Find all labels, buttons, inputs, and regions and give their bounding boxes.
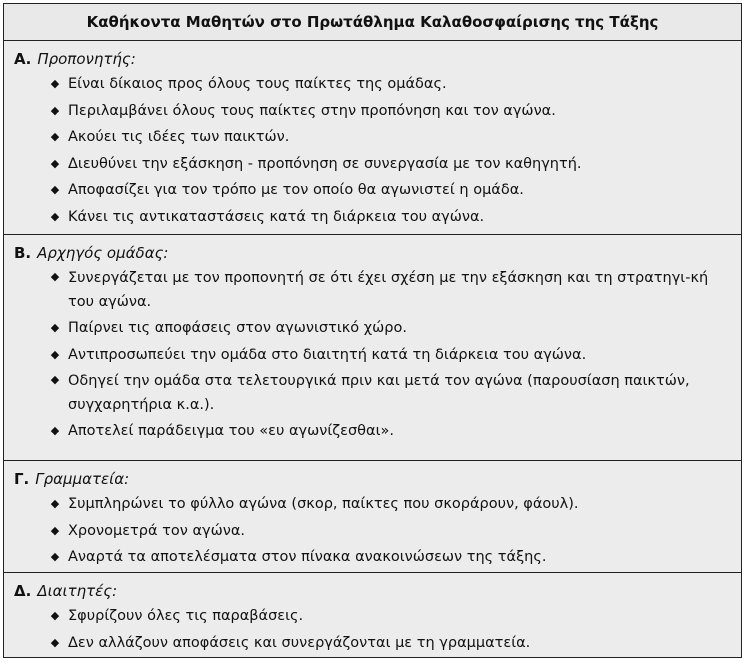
diamond-bullet-icon: ◆ bbox=[50, 347, 60, 361]
diamond-bullet-icon: ◆ bbox=[50, 609, 60, 622]
item-text: Σφυρίζουν όλες τις παραβάσεις. bbox=[68, 608, 304, 624]
section-coach bbox=[4, 41, 741, 234]
list-item bbox=[48, 342, 731, 369]
section-heading bbox=[14, 467, 731, 491]
item-text: Χρονομετρά τον αγώνα. bbox=[68, 522, 246, 539]
item-text: Αποτελεί παράδειγμα του «ευ αγωνίζεσθαι». bbox=[68, 423, 394, 439]
section-name: Προπονητής: bbox=[37, 50, 136, 68]
list-item bbox=[48, 418, 731, 445]
diamond-bullet-icon: ◆ bbox=[50, 77, 60, 90]
section-team-captain bbox=[4, 234, 741, 460]
diamond-bullet-icon: ◆ bbox=[50, 130, 60, 143]
section-name: Αρχηγός ομάδας: bbox=[37, 244, 169, 262]
diamond-bullet-icon: ◆ bbox=[50, 156, 60, 170]
diamond-bullet-icon: ◆ bbox=[50, 321, 60, 334]
duty-list bbox=[14, 603, 731, 656]
item-text: Διευθύνει την εξάσκηση - προπόνηση σε συνεργασία με τον καθηγητή. bbox=[68, 155, 582, 172]
list-item bbox=[48, 71, 731, 98]
list-item bbox=[48, 491, 731, 518]
section-heading bbox=[14, 241, 731, 265]
diamond-bullet-icon: ◆ bbox=[50, 523, 60, 537]
diamond-bullet-icon: ◆ bbox=[50, 209, 60, 223]
list-item bbox=[48, 518, 731, 545]
section-name: Διαιτητές: bbox=[37, 582, 118, 600]
duty-list bbox=[14, 491, 731, 571]
item-text: Είναι δίκαιος προς όλους τους παίκτες της ομάδας. bbox=[68, 76, 447, 92]
item-text: Ακούει τις ιδέες των παικτών. bbox=[68, 129, 290, 145]
diamond-bullet-icon: ◆ bbox=[50, 183, 60, 196]
table-title: Καθήκοντα Μαθητών στο Πρωτάθλημα Καλαθοσφαίρισης της Τάξης bbox=[4, 4, 741, 41]
diamond-bullet-icon: ◆ bbox=[50, 550, 60, 563]
section-heading bbox=[14, 47, 731, 71]
section-heading bbox=[14, 579, 731, 603]
diamond-bullet-icon: ◆ bbox=[50, 373, 60, 386]
item-text: Συμπληρώνει το φύλλο αγώνα (σκορ, παίκτες που σκοράρουν, φάουλ). bbox=[68, 496, 579, 512]
item-text: Περιλαμβάνει όλους τους παίκτες στην προπόνηση και τον αγώνα. bbox=[68, 102, 556, 119]
diamond-bullet-icon: ◆ bbox=[50, 497, 60, 510]
item-text: Οδηγεί την ομάδα στα τελετουργικά πριν και μετά τον αγώνα (παρουσίαση παικτών, συγχαρητήρια κ.α.). bbox=[68, 373, 690, 413]
duty-list bbox=[14, 71, 731, 230]
item-text: Αντιπροσωπεύει την ομάδα στο διαιτητή κατά τη διάρκεια του αγώνα. bbox=[68, 346, 587, 363]
item-text: Δεν αλλάζουν αποφάσεις και συνεργάζονται με τη γραμματεία. bbox=[68, 634, 531, 651]
list-item bbox=[48, 265, 731, 315]
item-text: Αναρτά τα αποτελέσματα στον πίνακα ανακοινώσεων της τάξης. bbox=[68, 549, 547, 565]
section-scorekeepers bbox=[4, 460, 741, 572]
list-item bbox=[48, 315, 731, 342]
section-name: Γραμματεία: bbox=[35, 470, 130, 488]
list-item bbox=[48, 124, 731, 151]
item-text: Αποφασίζει για τον τρόπο με τον οποίο θα αγωνιστεί η ομάδα. bbox=[68, 182, 524, 198]
duties-table bbox=[3, 3, 742, 658]
list-item bbox=[48, 368, 731, 418]
list-item bbox=[48, 151, 731, 178]
list-item bbox=[48, 204, 731, 231]
list-item bbox=[48, 544, 731, 571]
list-item bbox=[48, 98, 731, 125]
section-referees bbox=[4, 572, 741, 657]
diamond-bullet-icon: ◆ bbox=[50, 424, 60, 437]
list-item bbox=[48, 630, 731, 657]
list-item bbox=[48, 177, 731, 204]
section-letter: Β. bbox=[14, 244, 32, 262]
item-text: Κάνει τις αντικαταστάσεις κατά τη διάρκεια του αγώνα. bbox=[68, 208, 485, 225]
duty-list bbox=[14, 265, 731, 445]
item-text: Παίρνει τις αποφάσεις στον αγωνιστικό χώρο. bbox=[68, 320, 407, 336]
item-text: Συνεργάζεται με τον προπονητή σε ότι έχει σχέση με την εξάσκηση και τη στρατηγι-κή του αγώνα. bbox=[68, 270, 709, 310]
diamond-bullet-icon: ◆ bbox=[50, 270, 60, 283]
diamond-bullet-icon: ◆ bbox=[50, 635, 60, 649]
section-letter: Α. bbox=[14, 50, 32, 68]
diamond-bullet-icon: ◆ bbox=[50, 103, 60, 117]
list-item bbox=[48, 603, 731, 630]
section-letter: Γ. bbox=[14, 470, 30, 488]
section-letter: Δ. bbox=[14, 582, 32, 600]
